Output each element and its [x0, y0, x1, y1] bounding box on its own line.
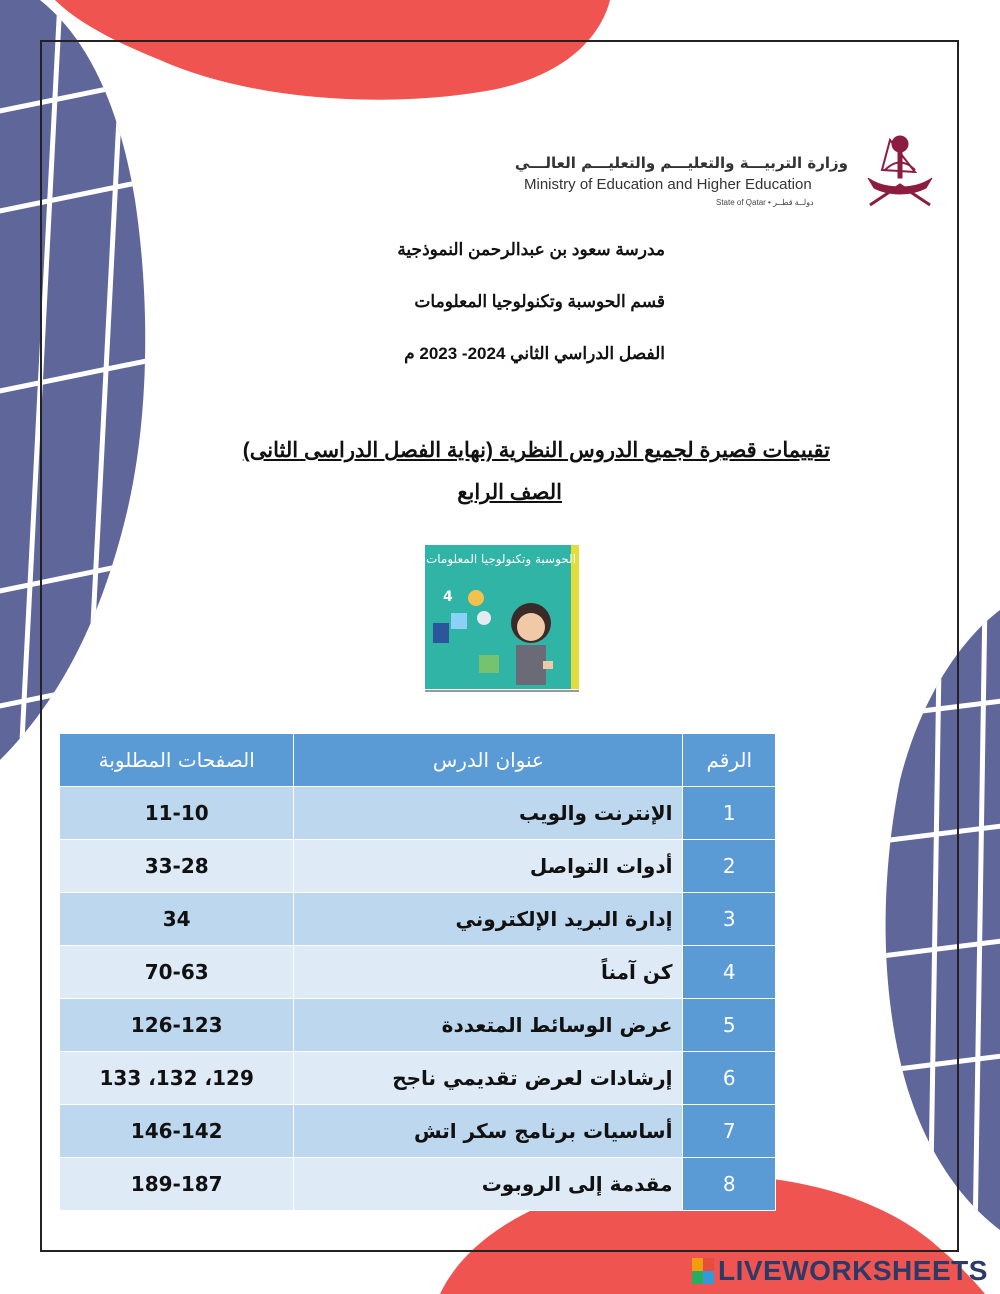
table-row [60, 787, 776, 840]
table-header-row [60, 734, 776, 787]
table-row [60, 1158, 776, 1211]
row-pages: 146-142 [60, 1105, 294, 1158]
row-lesson-title: إرشادات لعرض تقديمي ناجح [294, 1052, 683, 1105]
row-lesson-title: عرض الوسائط المتعددة [294, 999, 683, 1052]
semester-label: الفصل الدراسي الثاني 2024- 2023 م [404, 344, 665, 363]
row-number: 1 [683, 787, 776, 840]
table-row [60, 999, 776, 1052]
ministry-english-name: Ministry of Education and Higher Education [524, 176, 812, 193]
table-row [60, 946, 776, 999]
table-row [60, 1052, 776, 1105]
row-pages: 189-187 [60, 1158, 294, 1211]
department-name: قسم الحوسبة وتكنولوجيا المعلومات [414, 292, 665, 311]
row-lesson-title: أدوات التواصل [294, 840, 683, 893]
column-header-lesson: عنوان الدرس [294, 734, 683, 787]
book-grade: 4 [443, 589, 453, 605]
row-pages: 11-10 [60, 787, 294, 840]
row-number: 6 [683, 1052, 776, 1105]
row-number: 7 [683, 1105, 776, 1158]
ministry-arabic-name: وزارة التربيـــة والتعليـــم والتعليـــم العالـــي [514, 154, 848, 172]
row-pages: 33-28 [60, 840, 294, 893]
row-pages: 126-123 [60, 999, 294, 1052]
column-header-number: الرقم [683, 734, 776, 787]
row-lesson-title: مقدمة إلى الروبوت [294, 1158, 683, 1211]
row-number: 4 [683, 946, 776, 999]
row-pages: 133 ،132 ،129 [60, 1052, 294, 1105]
row-number: 3 [683, 893, 776, 946]
book-title: الحوسبة وتكنولوجيا المعلومات [425, 552, 577, 566]
row-number: 8 [683, 1158, 776, 1211]
state-of-qatar-label: State of Qatar • دولــة قطــر [716, 198, 814, 207]
table-row [60, 840, 776, 893]
table-row [60, 893, 776, 946]
row-lesson-title: أساسيات برنامج سكر اتش [294, 1105, 683, 1158]
table-row [60, 1105, 776, 1158]
row-lesson-title: الإنترنت والويب [294, 787, 683, 840]
grade-label: الصف الرابع [457, 481, 562, 504]
row-number: 2 [683, 840, 776, 893]
liveworksheets-brand[interactable]: LIVEWORKSHEETS [718, 1255, 988, 1286]
row-lesson-title: إدارة البريد الإلكتروني [294, 893, 683, 946]
school-name: مدرسة سعود بن عبدالرحمن النموذجية [397, 240, 665, 259]
row-pages: 70-63 [60, 946, 294, 999]
qatar-emblem-icon [860, 130, 940, 215]
page-title: تقييمات قصيرة لجميع الدروس النظرية (نهاية الفصل الدراسى الثانى) [242, 439, 830, 462]
lessons-table [59, 733, 776, 1211]
liveworksheets-logo-icon [692, 1258, 714, 1284]
textbook-cover-image [421, 543, 579, 693]
row-number: 5 [683, 999, 776, 1052]
row-pages: 34 [60, 893, 294, 946]
row-lesson-title: كن آمناً [294, 946, 683, 999]
column-header-pages: الصفحات المطلوبة [60, 734, 294, 787]
